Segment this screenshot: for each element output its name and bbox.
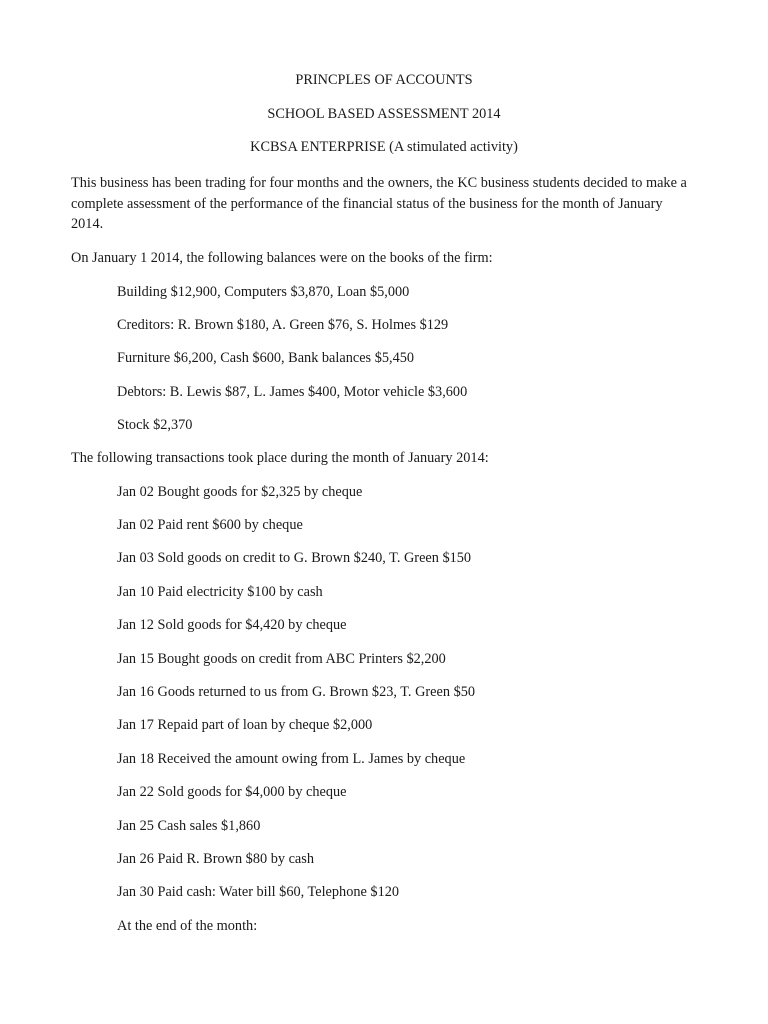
transaction-line: Jan 03 Sold goods on credit to G. Brown $240, T. Green $150: [117, 550, 472, 566]
opening-balance-line: Creditors: R. Brown $180, A. Green $76, S. Holmes $129: [117, 317, 449, 333]
transaction-line: Jan 12 Sold goods for $4,420 by cheque: [117, 617, 347, 633]
document-title: PRINCPLES OF ACCOUNTS: [295, 72, 473, 88]
document-subtitle: SCHOOL BASED ASSESSMENT 2014: [267, 106, 501, 122]
transaction-line: Jan 10 Paid electricity $100 by cash: [117, 584, 323, 600]
transaction-line: Jan 15 Bought goods on credit from ABC Printers $2,200: [117, 651, 446, 667]
transaction-line: Jan 25 Cash sales $1,860: [117, 818, 261, 834]
transactions-intro: The following transactions took place during the month of January 2014:: [71, 450, 489, 466]
opening-balance-line: Building $12,900, Computers $3,870, Loan $5,000: [117, 284, 410, 300]
transaction-line: Jan 22 Sold goods for $4,000 by cheque: [117, 784, 347, 800]
transaction-line: Jan 30 Paid cash: Water bill $60, Telephone $120: [117, 884, 400, 900]
transaction-line: Jan 26 Paid R. Brown $80 by cash: [117, 851, 314, 867]
transaction-line: Jan 18 Received the amount owing from L. James by cheque: [117, 751, 466, 767]
opening-balance-line: Debtors: B. Lewis $87, L. James $400, Motor vehicle $3,600: [117, 384, 468, 400]
activity-title: KCBSA ENTERPRISE (A stimulated activity): [250, 139, 518, 155]
opening-balance-line: Stock $2,370: [117, 417, 193, 433]
transaction-line: Jan 17 Repaid part of loan by cheque $2,000: [117, 717, 373, 733]
opening-balances-intro: On January 1 2014, the following balances were on the books of the firm:: [71, 250, 493, 266]
transaction-line: Jan 02 Paid rent $600 by cheque: [117, 517, 303, 533]
transaction-line: Jan 16 Goods returned to us from G. Brown $23, T. Green $50: [117, 684, 476, 700]
month-end-heading: At the end of the month:: [117, 918, 258, 934]
transaction-line: Jan 02 Bought goods for $2,325 by cheque: [117, 484, 363, 500]
opening-balance-line: Furniture $6,200, Cash $600, Bank balances $5,450: [117, 350, 415, 366]
intro-paragraph: This business has been trading for four months and the owners, the KC business students decided to make a complete assessment of the performance of the financial status of the business for the month of January 2014.: [71, 175, 687, 232]
